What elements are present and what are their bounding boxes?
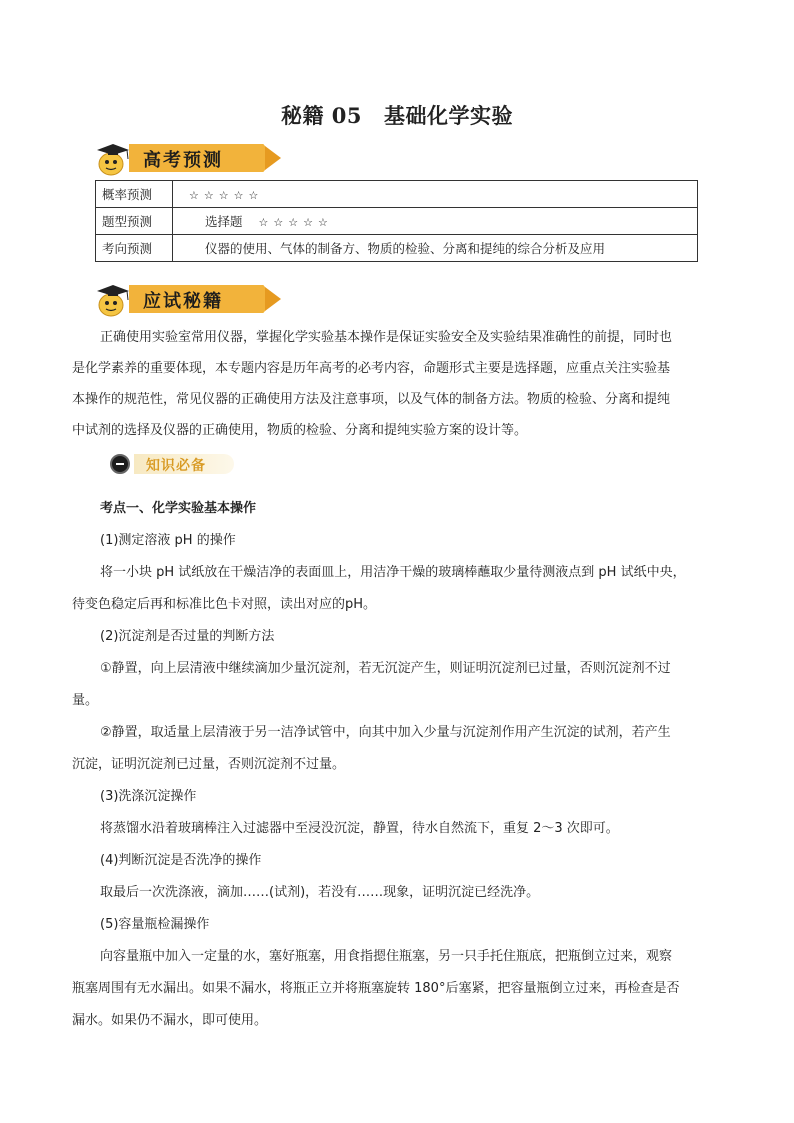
intro-paragraph [72, 322, 722, 446]
item-line: 漏水。如果仍不漏水，即可使用。 [72, 1013, 268, 1028]
table-row [96, 235, 698, 262]
row-value: 仪器的使用、气体的制备方、物质的检验、分离和提纯的综合分析及应用 [173, 235, 698, 262]
item-line: 待变色稳定后再和标准比色卡对照，读出对应的pH。 [72, 597, 377, 612]
item-line: ①静置，向上层清液中继续滴加少量沉淀剂，若无沉淀产生，则证明沉淀剂已过量，否则沉淀剂不过 [100, 661, 671, 676]
row-value [173, 181, 698, 208]
item-heading: (5)容量瓶检漏操作 [100, 917, 210, 932]
forecast-table [95, 180, 698, 262]
item-heading: (2)沉淀剂是否过量的判断方法 [100, 629, 275, 644]
row-key: 概率预测 [96, 181, 173, 208]
item-heading: (1)测定溶液 pH 的操作 [100, 533, 236, 548]
item-line: 瓶塞周围有无水漏出。如果不漏水，将瓶正立并将瓶塞旋转 180°后塞紧，把容量瓶倒立过来，再检查是否 [72, 981, 680, 996]
item-line: 将一小块 pH 试纸放在干燥洁净的表面皿上，用洁净干燥的玻璃棒蘸取少量待测液点到 pH 试纸中央， [100, 565, 686, 580]
item-line: 取最后一次洗涤液，滴加……(试剂)，若没有……现象，证明沉淀已经洗净。 [100, 885, 540, 900]
item-line: 量。 [72, 693, 99, 708]
title-main: 秘籍 05 [280, 103, 363, 128]
item-line: ②静置，取适量上层清液于另一洁净试管中，向其中加入少量与沉淀剂作用产生沉淀的试剂，若产生 [100, 725, 671, 740]
row-key: 考向预测 [96, 235, 173, 262]
knowledge-pill [110, 451, 240, 477]
forecast-banner-label: 高考预测 [143, 150, 223, 171]
item-line: 向容量瓶中加入一定量的水，塞好瓶塞，用食指摁住瓶塞，另一只手托住瓶底，把瓶倒立过来，观察 [100, 949, 673, 964]
secrets-banner [95, 281, 285, 317]
title-sub: 基础化学实验 [384, 103, 514, 128]
intro-line: 本操作的规范性，常见仪器的正确使用方法及注意事项，以及气体的制备方法。物质的检验、分离和提纯 [72, 392, 671, 407]
page-title [0, 100, 794, 130]
item-heading: (4)判断沉淀是否洗净的操作 [100, 853, 262, 868]
question-type: 选择题 [205, 214, 243, 229]
secrets-banner-label: 应试秘籍 [143, 291, 223, 312]
intro-line: 中试剂的选择及仪器的正确使用，物质的检验、分离和提纯实验方案的设计等。 [72, 423, 528, 438]
intro-line: 是化学素养的重要体现，本专题内容是历年高考的必考内容，命题形式主要是选择题，应重点关注实验基 [72, 361, 671, 376]
star-rating: ☆☆☆☆☆ [258, 216, 333, 229]
intro-line: 正确使用实验室常用仪器，掌握化学实验基本操作是保证实验安全及实验结果准确性的前提，同时也 [100, 330, 673, 345]
item-line: 沉淀，证明沉淀剂已过量，否则沉淀剂不过量。 [72, 757, 346, 772]
minus-circle-icon [110, 454, 130, 474]
section-heading: 考点一、化学实验基本操作 [100, 501, 257, 516]
table-row [96, 181, 698, 208]
item-line: 将蒸馏水沿着玻璃棒注入过滤器中至浸没沉淀，静置，待水自然流下，重复 2～3 次即可。 [100, 821, 619, 836]
row-value [173, 208, 698, 235]
forecast-banner [95, 140, 285, 176]
row-key: 题型预测 [96, 208, 173, 235]
item-heading: (3)洗涤沉淀操作 [100, 789, 197, 804]
star-rating: ☆☆☆☆☆ [189, 188, 264, 202]
knowledge-label: 知识必备 [146, 458, 206, 474]
table-row [96, 208, 698, 235]
